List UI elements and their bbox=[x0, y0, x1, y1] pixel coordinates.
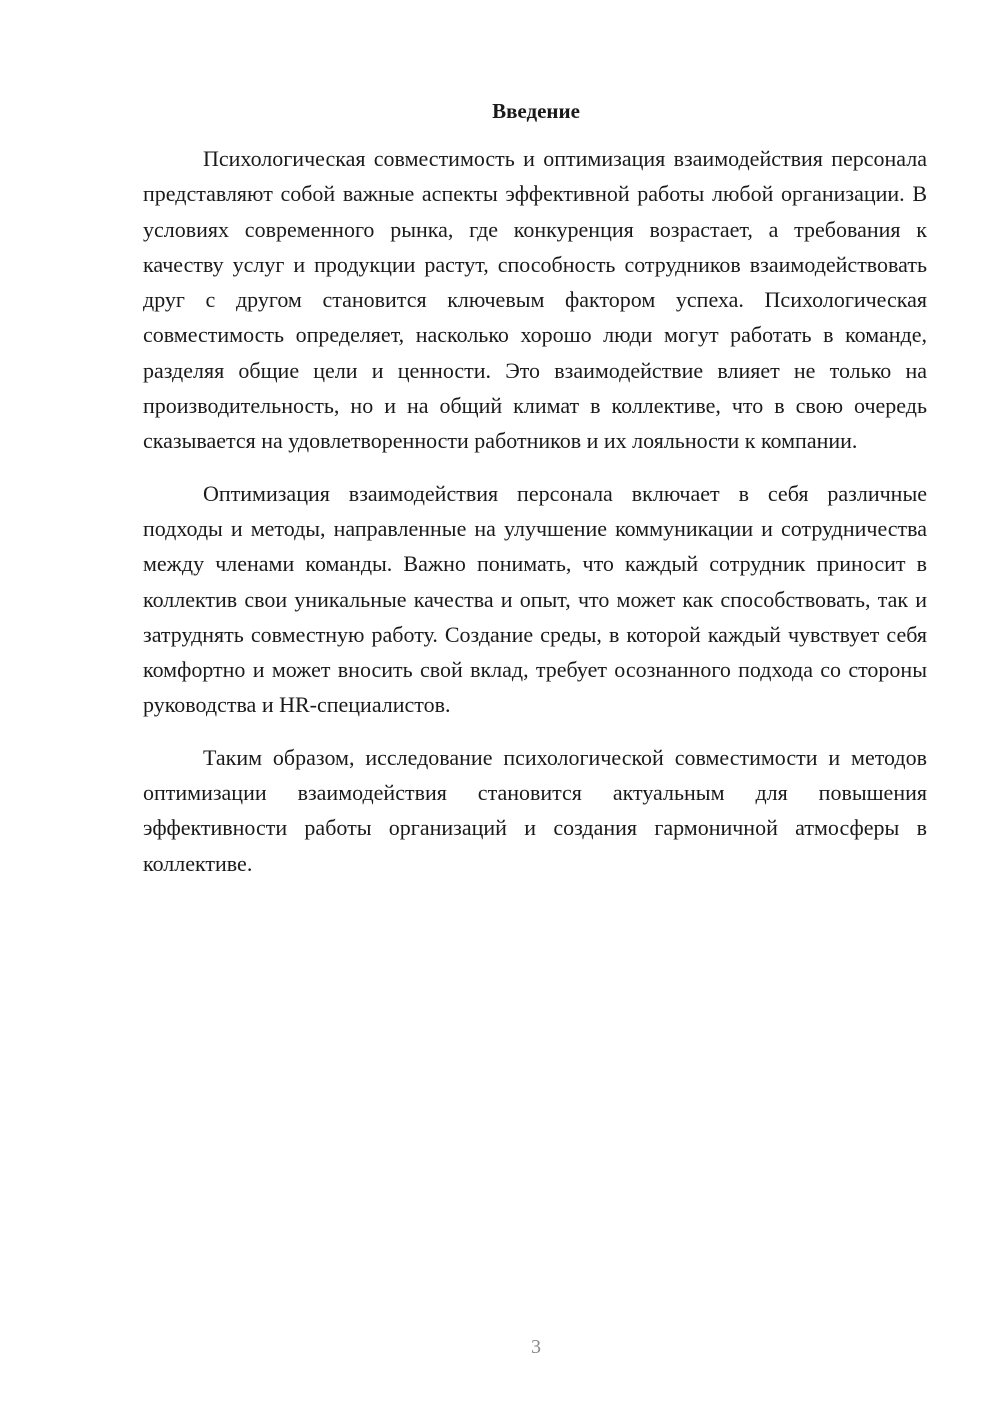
paragraph-1: Психологическая совместимость и оптимизация взаимодействия персонала представляют собой важные аспекты эффективной работы любой организации. В условиях современного рынка, где конкуренция возрастает, а требования к качеству услуг и продукции растут, способность сотрудников взаимодействовать друг с другом становится ключевым фактором успеха. Психологическая совместимость определяет, насколько хорошо люди могут работать в команде, разделяя общие цели и ценности. Это взаимодействие влияет не только на производительность, но и на общий климат в коллективе, что в свою очередь сказывается на удовлетворенности работников и их лояльности к компании. bbox=[143, 146, 927, 454]
page-title: Введение bbox=[492, 99, 580, 123]
body-text bbox=[143, 141, 927, 881]
page-number: 3 bbox=[531, 1336, 541, 1358]
paragraph-3: Таким образом, исследование психологической совместимости и методов оптимизации взаимодействия становится актуальным для повышения эффективности работы организаций и создания гармоничной атмосферы в коллективе. bbox=[143, 744, 927, 876]
paragraph-2: Оптимизация взаимодействия персонала включает в себя различные подходы и методы, направленные на улучшение коммуникации и сотрудничества между членами команды. Важно понимать, что каждый сотрудник приносит в коллектив свои уникальные качества и опыт, что может как способствовать, так и затруднять совместную работу. Создание среды, в которой каждый чувствует себя комфортно и может вносить свой вклад, требует осознанного подхода со стороны руководства и HR-специалистов. bbox=[143, 480, 927, 718]
